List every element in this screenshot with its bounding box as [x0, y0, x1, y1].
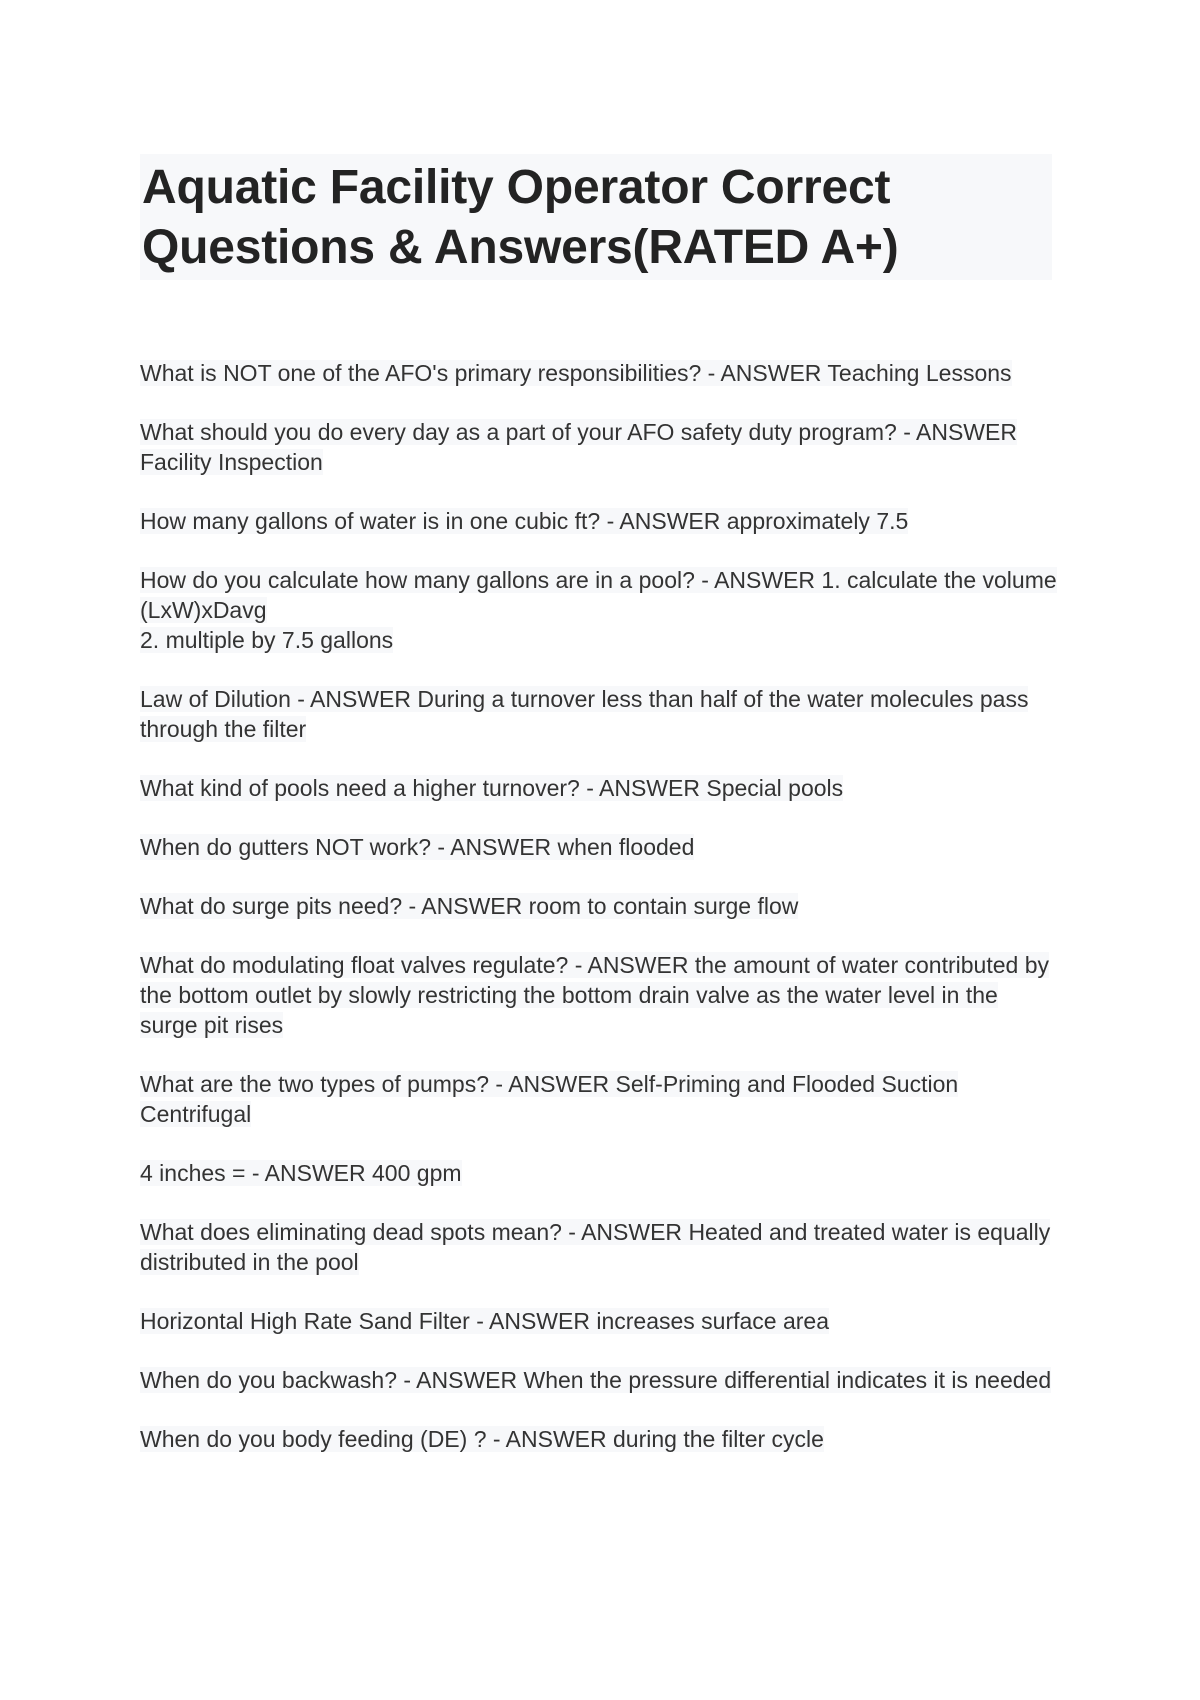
- qa-item: How do you calculate how many gallons are in a pool? - ANSWER 1. calculate the volume (LxW)xDavg 2. multiple by 7.5 gallons: [140, 567, 1057, 653]
- qa-item: What do modulating float valves regulate? - ANSWER the amount of water contributed by the bottom outlet by slowly restricting the bottom drain valve as the water level in the surge pit rises: [140, 952, 1049, 1038]
- qa-item: What are the two types of pumps? - ANSWER Self-Priming and Flooded Suction Centrifugal: [140, 1071, 959, 1127]
- answer-text: 1. calculate the volume (LxW)xDavg: [140, 567, 1057, 623]
- answer-label: ANSWER: [421, 893, 523, 919]
- question-text: When do you body feeding (DE) ?: [140, 1426, 487, 1452]
- answer-text: room to contain surge flow: [528, 893, 799, 919]
- question-text: What do surge pits need?: [140, 893, 403, 919]
- question-text: What does eliminating dead spots mean?: [140, 1219, 562, 1245]
- answer-label: ANSWER: [264, 1160, 366, 1186]
- qa-item: When do gutters NOT work? - ANSWER when flooded: [140, 834, 695, 860]
- answer-label: ANSWER: [714, 567, 816, 593]
- qa-item: Law of Dilution - ANSWER During a turnover less than half of the water molecules pass through the filter: [140, 686, 1029, 742]
- qa-list: [140, 358, 1060, 1483]
- question-text: When do gutters NOT work?: [140, 834, 432, 860]
- answer-label: ANSWER: [489, 1308, 590, 1334]
- answer-label: ANSWER: [581, 1219, 683, 1245]
- answer-text: 400 gpm: [372, 1160, 462, 1186]
- question-text: When do you backwash?: [140, 1367, 397, 1393]
- question-text: How do you calculate how many gallons are in a pool?: [140, 567, 695, 593]
- page-title: Aquatic Facility Operator Correct Questions & Answers(RATED A+): [142, 161, 899, 274]
- qa-item: What kind of pools need a higher turnover? - ANSWER Special pools: [140, 775, 844, 801]
- answer-label: ANSWER: [587, 952, 689, 978]
- answer-text-line2: 2. multiple by 7.5 gallons: [140, 627, 394, 653]
- qa-item: When do you backwash? - ANSWER When the pressure differential indicates it is needed: [140, 1367, 1052, 1393]
- question-text: Horizontal High Rate Sand Filter: [140, 1308, 470, 1334]
- answer-label: ANSWER: [916, 419, 1017, 445]
- answer-label: ANSWER: [416, 1367, 518, 1393]
- answer-text: Self-Priming and Flooded Suction Centrifugal: [140, 1071, 959, 1127]
- question-text: What should you do every day as a part of your AFO safety duty program?: [140, 419, 897, 445]
- answer-label: ANSWER: [508, 1071, 610, 1097]
- answer-label: ANSWER: [599, 775, 700, 801]
- question-text: Law of Dilution: [140, 686, 291, 712]
- answer-text: during the filter cycle: [613, 1426, 824, 1452]
- question-text: What do modulating float valves regulate?: [140, 952, 569, 978]
- answer-text: Heated and treated water is equally distributed in the pool: [140, 1219, 1051, 1275]
- answer-label: ANSWER: [619, 508, 721, 534]
- qa-item: What do surge pits need? - ANSWER room to contain surge flow: [140, 893, 799, 919]
- title-block: [140, 154, 1052, 280]
- answer-text: when flooded: [557, 834, 695, 860]
- answer-text: During a turnover less than half of the water molecules pass through the filter: [140, 686, 1029, 742]
- question-text: How many gallons of water is in one cubic ft?: [140, 508, 601, 534]
- answer-label: ANSWER: [450, 834, 552, 860]
- question-text: What are the two types of pumps?: [140, 1071, 490, 1097]
- answer-label: ANSWER: [720, 360, 822, 386]
- qa-item: What does eliminating dead spots mean? - ANSWER Heated and treated water is equally distributed in the pool: [140, 1219, 1051, 1275]
- qa-item: How many gallons of water is in one cubic ft? - ANSWER approximately 7.5: [140, 508, 909, 534]
- qa-item: 4 inches = - ANSWER 400 gpm: [140, 1160, 462, 1186]
- answer-label: ANSWER: [310, 686, 411, 712]
- question-text: 4 inches =: [140, 1160, 246, 1186]
- answer-text: Special pools: [706, 775, 844, 801]
- question-text: What is NOT one of the AFO's primary responsibilities?: [140, 360, 702, 386]
- qa-item: When do you body feeding (DE) ? - ANSWER during the filter cycle: [140, 1426, 824, 1452]
- answer-text: approximately 7.5: [726, 508, 909, 534]
- qa-item: Horizontal High Rate Sand Filter - ANSWER increases surface area: [140, 1308, 830, 1334]
- question-text: What kind of pools need a higher turnover?: [140, 775, 580, 801]
- answer-text: Teaching Lessons: [827, 360, 1012, 386]
- answer-text: Facility Inspection: [140, 449, 323, 475]
- answer-label: ANSWER: [505, 1426, 607, 1452]
- qa-item: What should you do every day as a part of your AFO safety duty program? - ANSWER Facility Inspection: [140, 419, 1017, 475]
- answer-text: the amount of water contributed by the bottom outlet by slowly restricting the bottom drain valve as the water level in the surge pit rises: [140, 952, 1049, 1038]
- qa-item: What is NOT one of the AFO's primary responsibilities? - ANSWER Teaching Lessons: [140, 360, 1012, 386]
- answer-text: increases surface area: [596, 1308, 830, 1334]
- answer-text: When the pressure differential indicates it is needed: [523, 1367, 1052, 1393]
